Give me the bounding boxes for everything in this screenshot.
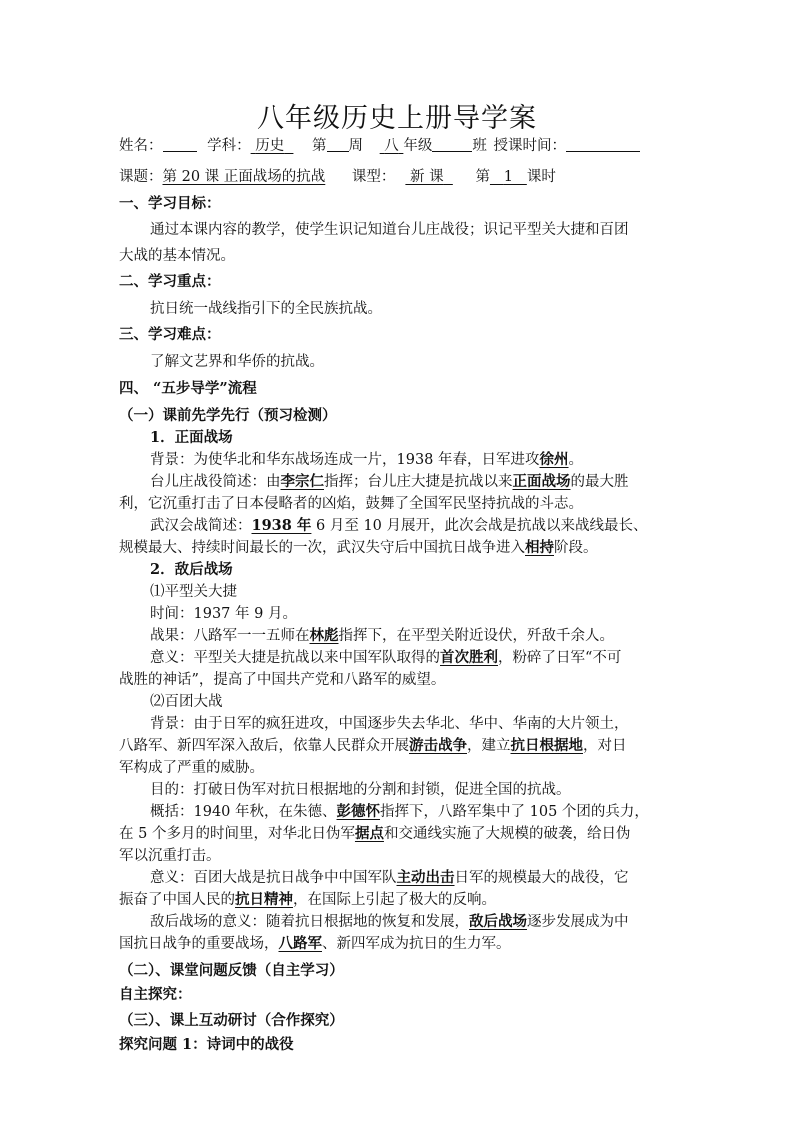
type-label: 课型： bbox=[351, 169, 396, 185]
period-pre: 第 bbox=[475, 169, 490, 185]
section-2-heading: 二、学习重点： bbox=[119, 273, 221, 290]
section-1-heading: 一、学习目标： bbox=[119, 195, 221, 212]
time-label: 授课时间： bbox=[493, 138, 566, 154]
info-row bbox=[119, 135, 640, 157]
section-1-text-2: 大战的基本情况。 bbox=[119, 248, 235, 264]
name-blank[interactable] bbox=[163, 136, 197, 152]
part-3-sub: 探究问题 1：诗词中的战役 bbox=[119, 1036, 294, 1053]
wuhan-line-1: 武汉会战简述：1938 年 6 月至 10 月展开，此次会战是抗战以来战线最长、 bbox=[150, 517, 648, 534]
pingxingguan-result: 战果：八路军一一五师在林彪指挥下，在平型关附近设伏，歼敌千余人。 bbox=[150, 627, 614, 644]
heading-frontline: 1．正面战场 bbox=[150, 429, 233, 446]
baituan-summary-1: 概括：1940 年秋，在朱德、彭德怀指挥下，八路军集中了 105 个团的兵力， bbox=[150, 803, 649, 820]
topic-value: 第 20 课 正面战场的抗战 bbox=[162, 169, 326, 185]
week-pre: 第 bbox=[312, 138, 327, 154]
grade-label: 年级 bbox=[403, 138, 433, 154]
part-2-heading: （二）、课堂问题反馈（自主学习） bbox=[119, 962, 344, 979]
section-1-text-1: 通过本课内容的教学，使学生识记知道台儿庄战役；识记平型关大捷和百团 bbox=[150, 222, 629, 238]
pingxingguan-significance-1: 意义：平型关大捷是抗战以来中国军队取得的首次胜利，粉碎了日军“不可 bbox=[150, 649, 622, 666]
baituan-summary-3: 军以沉重打击。 bbox=[119, 848, 221, 864]
baituan-background-2: 八路军、新四军深入敌后，依靠人民群众开展游击战争，建立抗日根据地，对日 bbox=[119, 737, 627, 754]
part-2-sub: 自主探究： bbox=[119, 986, 192, 1003]
period-post: 课时 bbox=[526, 169, 556, 185]
heading-rear-front: 2．敌后战场 bbox=[150, 561, 233, 578]
rear-front-significance-1: 敌后战场的意义：随着抗日根据地的恢复和发展，敌后战场逐步发展成为中 bbox=[150, 913, 629, 930]
baituan-heading: ⑵百团大战 bbox=[150, 694, 223, 710]
wuhan-line-2: 规模最大、持续时间最长的一次，武汉失守后中国抗日战争进入相持阶段。 bbox=[119, 539, 598, 556]
part-3-heading: （三）、课上互动研讨（合作探究） bbox=[119, 1012, 344, 1029]
frontline-background: 背景：为使华北和华东战场连成一片，1938 年春，日军进攻徐州。 bbox=[150, 451, 584, 468]
part-1-heading: （一）课前先学先行（预习检测） bbox=[119, 407, 337, 424]
baituan-summary-2: 在 5 个多月的时间里，对华北日伪军据点和交通线实施了大规模的破袭，给日伪 bbox=[119, 825, 631, 842]
week-blank[interactable] bbox=[327, 136, 349, 152]
baituan-significance-1: 意义：百团大战是抗日战争中中国军队主动出击日军的规模最大的战役，它 bbox=[150, 869, 629, 886]
class-blank[interactable] bbox=[432, 136, 472, 152]
section-3-text: 了解文艺界和华侨的抗战。 bbox=[150, 354, 324, 370]
period-value: 1 bbox=[503, 169, 513, 185]
section-2-text: 抗日统一战线指引下的全民族抗战。 bbox=[150, 301, 382, 317]
pingxingguan-time: 时间：1937 年 9 月。 bbox=[150, 606, 297, 622]
pingxingguan-significance-2: 战胜的神话”，提高了中国共产党和八路军的威望。 bbox=[119, 672, 446, 688]
page-title: 八年级历史上册导学案 bbox=[257, 103, 537, 134]
name-label: 姓名： bbox=[119, 138, 163, 154]
topic-label: 课题： bbox=[119, 169, 163, 185]
taierzhuang-line-2: 利，它沉重打击了日本侵略者的凶焰，鼓舞了全国军民坚持抗战的斗志。 bbox=[119, 496, 583, 512]
baituan-significance-2: 振奋了中国人民的抗日精神，在国际上引起了极大的反响。 bbox=[119, 891, 496, 908]
taierzhuang-line-1: 台儿庄战役简述：由李宗仁指挥；台儿庄大捷是抗战以来正面战场的最大胜 bbox=[150, 473, 629, 490]
section-4-heading: 四、 “五步导学”流程 bbox=[119, 380, 257, 397]
baituan-aim: 目的：打破日伪军对抗日根据地的分割和封锁，促进全国的抗战。 bbox=[150, 782, 571, 798]
baituan-background-3: 军构成了严重的威胁。 bbox=[119, 760, 264, 776]
section-3-heading: 三、学习难点： bbox=[119, 326, 221, 343]
pingxingguan-heading: ⑴平型关大捷 bbox=[150, 584, 237, 600]
type-value: 新 课 bbox=[410, 169, 444, 185]
time-blank[interactable] bbox=[566, 136, 640, 152]
lesson-row bbox=[119, 166, 556, 188]
grade-value: 八 bbox=[384, 138, 399, 154]
rear-front-significance-2: 国抗日战争的重要战场，八路军、新四军成为抗日的生力军。 bbox=[119, 935, 511, 952]
subject-label: 学科： bbox=[207, 138, 251, 154]
subject-value: 历史 bbox=[255, 138, 285, 154]
week-post: 周 bbox=[348, 138, 364, 154]
baituan-background-1: 背景：由于日军的疯狂进攻，中国逐步失去华北、华中、华南的大片领土， bbox=[150, 716, 629, 732]
class-label: 班 bbox=[472, 138, 487, 154]
